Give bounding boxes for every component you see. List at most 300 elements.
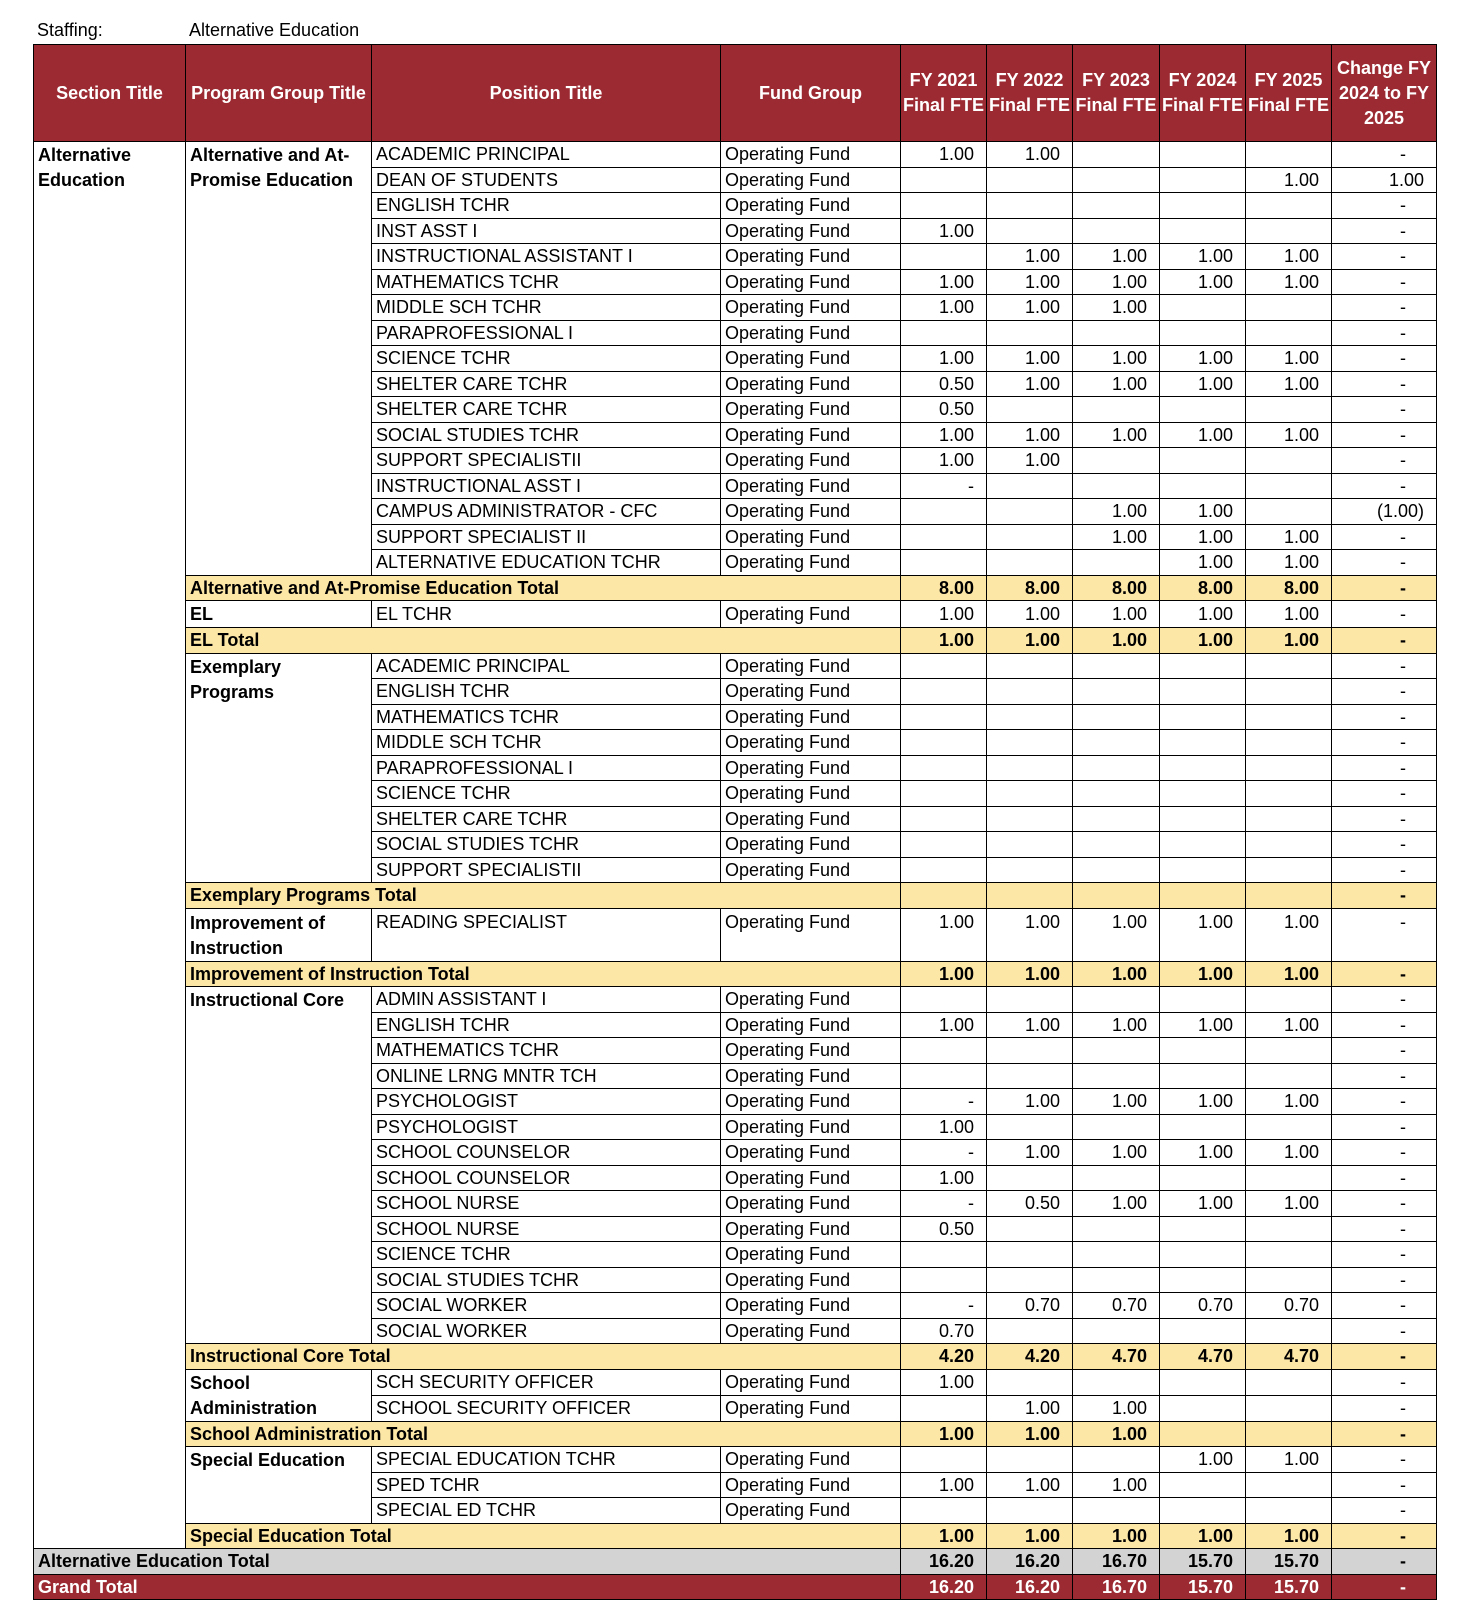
fte-cell: 1.00 [987, 601, 1073, 628]
position-title-cell: MIDDLE SCH TCHR [372, 730, 721, 756]
position-title-cell: SHELTER CARE TCHR [372, 397, 721, 423]
fte-cell: 1.00 [987, 244, 1073, 270]
fte-cell: 8.00 [1246, 575, 1332, 601]
position-title-cell: SPED TCHR [372, 1472, 721, 1498]
fte-cell [901, 806, 987, 832]
position-title-cell: SCHOOL COUNSELOR [372, 1165, 721, 1191]
fte-cell: 1.00 [1160, 1140, 1246, 1166]
fte-cell [987, 397, 1073, 423]
fund-group-cell: Operating Fund [721, 1140, 901, 1166]
header-fy2023: FY 2023 Final FTE [1073, 45, 1160, 142]
fte-cell [1073, 1318, 1160, 1344]
fte-cell: 1.00 [1160, 499, 1246, 525]
table-row [34, 653, 1437, 679]
change-cell: - [1332, 346, 1437, 372]
fte-cell [1160, 320, 1246, 346]
change-cell: - [1332, 244, 1437, 270]
subtotal-row [34, 628, 1437, 654]
fte-cell: 1.00 [901, 1472, 987, 1498]
caption-value: Alternative Education [189, 20, 360, 40]
fte-cell: 1.00 [987, 628, 1073, 654]
fte-cell [987, 1165, 1073, 1191]
position-title-cell: SCIENCE TCHR [372, 781, 721, 807]
fte-cell: 15.70 [1246, 1549, 1332, 1575]
position-title-cell: READING SPECIALIST [372, 908, 721, 961]
fte-cell: - [901, 1293, 987, 1319]
fte-cell [1073, 448, 1160, 474]
fte-cell [1246, 987, 1332, 1013]
fte-cell [1073, 653, 1160, 679]
position-title-cell: SCIENCE TCHR [372, 346, 721, 372]
fte-cell [901, 499, 987, 525]
fund-group-cell: Operating Fund [721, 832, 901, 858]
fte-cell [987, 1369, 1073, 1395]
fte-cell: 1.00 [1073, 524, 1160, 550]
change-cell: - [1332, 575, 1437, 601]
fte-cell [1160, 781, 1246, 807]
fte-cell [1246, 1395, 1332, 1421]
fte-cell: 1.00 [987, 346, 1073, 372]
fte-cell: 1.00 [1246, 1191, 1332, 1217]
fte-cell: 1.00 [1073, 1395, 1160, 1421]
fte-cell [987, 550, 1073, 576]
fte-cell: 1.00 [1073, 601, 1160, 628]
position-title-cell: SUPPORT SPECIALISTII [372, 448, 721, 474]
subtotal-label: Improvement of Instruction Total [186, 961, 901, 987]
change-cell: - [1332, 1369, 1437, 1395]
fund-group-cell: Operating Fund [721, 1293, 901, 1319]
position-title-cell: ENGLISH TCHR [372, 1012, 721, 1038]
fte-cell [1246, 1216, 1332, 1242]
fte-cell: 1.00 [901, 218, 987, 244]
fte-cell [901, 1498, 987, 1524]
fte-cell [1246, 142, 1332, 168]
fte-cell [901, 883, 987, 909]
fund-group-cell: Operating Fund [721, 1038, 901, 1064]
position-title-cell: CAMPUS ADMINISTRATOR - CFC [372, 499, 721, 525]
fte-cell [1160, 755, 1246, 781]
fte-cell [1160, 1242, 1246, 1268]
fte-cell [1160, 1063, 1246, 1089]
fte-cell [1160, 857, 1246, 883]
change-cell: - [1332, 601, 1437, 628]
fund-group-cell: Operating Fund [721, 1447, 901, 1473]
fte-cell: 1.00 [1246, 371, 1332, 397]
fte-cell [1246, 1114, 1332, 1140]
grand-total-row [34, 1574, 1437, 1600]
staffing-table [33, 44, 1437, 1600]
fte-cell [901, 987, 987, 1013]
fte-cell [1073, 550, 1160, 576]
fte-cell: 15.70 [1246, 1574, 1332, 1600]
change-cell: - [1332, 1472, 1437, 1498]
fte-cell [1073, 1267, 1160, 1293]
position-title-cell: ACADEMIC PRINCIPAL [372, 653, 721, 679]
change-cell: - [1332, 269, 1437, 295]
fte-cell [1160, 193, 1246, 219]
fund-group-cell: Operating Fund [721, 346, 901, 372]
position-title-cell: SOCIAL STUDIES TCHR [372, 422, 721, 448]
fte-cell [1160, 448, 1246, 474]
fund-group-cell: Operating Fund [721, 167, 901, 193]
fte-cell [901, 1242, 987, 1268]
fte-cell [1246, 448, 1332, 474]
fte-cell: 0.70 [1073, 1293, 1160, 1319]
header-fy2021: FY 2021 Final FTE [901, 45, 987, 142]
fte-cell: 0.70 [901, 1318, 987, 1344]
fte-cell: 1.00 [1160, 1191, 1246, 1217]
subtotal-label: Alternative and At-Promise Education Total [186, 575, 901, 601]
change-cell: - [1332, 832, 1437, 858]
fund-group-cell: Operating Fund [721, 448, 901, 474]
fund-group-cell: Operating Fund [721, 1267, 901, 1293]
fte-cell: 1.00 [1246, 550, 1332, 576]
fte-cell [1246, 883, 1332, 909]
change-cell: - [1332, 1421, 1437, 1447]
fte-cell: 0.50 [987, 1191, 1073, 1217]
fte-cell [1160, 295, 1246, 321]
fte-cell [901, 857, 987, 883]
fte-cell [1073, 679, 1160, 705]
table-row [34, 142, 1437, 168]
change-cell: - [1332, 1165, 1437, 1191]
header-fy2024: FY 2024 Final FTE [1160, 45, 1246, 142]
fte-cell: 0.70 [1160, 1293, 1246, 1319]
change-cell: - [1332, 1395, 1437, 1421]
position-title-cell: SCHOOL NURSE [372, 1191, 721, 1217]
fte-cell [901, 1063, 987, 1089]
fte-cell: 1.00 [1160, 601, 1246, 628]
table-row [34, 1447, 1437, 1473]
fte-cell: 1.00 [901, 1523, 987, 1549]
fte-cell [987, 704, 1073, 730]
fte-cell [1246, 295, 1332, 321]
fte-cell [1160, 1216, 1246, 1242]
fte-cell: 16.20 [901, 1574, 987, 1600]
fte-cell [1160, 167, 1246, 193]
position-title-cell: SPECIAL EDUCATION TCHR [372, 1447, 721, 1473]
change-cell: - [1332, 1114, 1437, 1140]
position-title-cell: SCH SECURITY OFFICER [372, 1369, 721, 1395]
fte-cell [987, 473, 1073, 499]
fte-cell [1160, 1421, 1246, 1447]
fte-cell: 1.00 [987, 269, 1073, 295]
fte-cell [987, 218, 1073, 244]
fte-cell [901, 781, 987, 807]
fte-cell [1073, 1165, 1160, 1191]
fte-cell: 1.00 [1160, 269, 1246, 295]
fund-group-cell: Operating Fund [721, 269, 901, 295]
fte-cell: 16.20 [987, 1574, 1073, 1600]
fte-cell [1073, 704, 1160, 730]
fte-cell [901, 1395, 987, 1421]
fte-cell [987, 1318, 1073, 1344]
fte-cell: 1.00 [901, 295, 987, 321]
fte-cell: 1.00 [1160, 1523, 1246, 1549]
fte-cell [1160, 142, 1246, 168]
fund-group-cell: Operating Fund [721, 1242, 901, 1268]
fte-cell [901, 524, 987, 550]
fte-cell: 1.00 [901, 1114, 987, 1140]
fund-group-cell: Operating Fund [721, 806, 901, 832]
change-cell: - [1332, 1523, 1437, 1549]
fte-cell [1160, 1472, 1246, 1498]
fte-cell [1073, 1242, 1160, 1268]
subtotal-row [34, 961, 1437, 987]
fund-group-cell: Operating Fund [721, 704, 901, 730]
fte-cell: 1.00 [987, 961, 1073, 987]
change-cell: - [1332, 883, 1437, 909]
program-group-cell: School Administration [186, 1369, 372, 1421]
fte-cell: 4.70 [1160, 1344, 1246, 1370]
fte-cell [987, 730, 1073, 756]
fund-group-cell: Operating Fund [721, 755, 901, 781]
fund-group-cell: Operating Fund [721, 601, 901, 628]
fte-cell [987, 320, 1073, 346]
fund-group-cell: Operating Fund [721, 422, 901, 448]
fte-cell: 1.00 [1160, 908, 1246, 961]
position-title-cell: SOCIAL WORKER [372, 1318, 721, 1344]
fte-cell: 1.00 [1073, 1140, 1160, 1166]
fte-cell [901, 1038, 987, 1064]
fund-group-cell: Operating Fund [721, 524, 901, 550]
fte-cell [1073, 883, 1160, 909]
fte-cell: 0.70 [1246, 1293, 1332, 1319]
fte-cell: 1.00 [987, 1012, 1073, 1038]
fte-cell: - [901, 1089, 987, 1115]
position-title-cell: ENGLISH TCHR [372, 679, 721, 705]
fte-cell [987, 167, 1073, 193]
fund-group-cell: Operating Fund [721, 1498, 901, 1524]
fte-cell: 1.00 [1073, 1523, 1160, 1549]
change-cell: - [1332, 1498, 1437, 1524]
fte-cell [1246, 1242, 1332, 1268]
fte-cell [1073, 1063, 1160, 1089]
fund-group-cell: Operating Fund [721, 244, 901, 270]
fte-cell [901, 832, 987, 858]
change-cell: - [1332, 422, 1437, 448]
change-cell: - [1332, 987, 1437, 1013]
fte-cell [1246, 755, 1332, 781]
fte-cell: 1.00 [1246, 1089, 1332, 1115]
fte-cell [1246, 857, 1332, 883]
fte-cell [1160, 1267, 1246, 1293]
fte-cell: 0.70 [987, 1293, 1073, 1319]
position-title-cell: ONLINE LRNG MNTR TCH [372, 1063, 721, 1089]
table-row [34, 908, 1437, 961]
position-title-cell: SUPPORT SPECIALIST II [372, 524, 721, 550]
fte-cell: 1.00 [987, 1472, 1073, 1498]
change-cell: - [1332, 295, 1437, 321]
fte-cell [1160, 987, 1246, 1013]
position-title-cell: SOCIAL STUDIES TCHR [372, 832, 721, 858]
subtotal-row [34, 1523, 1437, 1549]
change-cell: - [1332, 193, 1437, 219]
fte-cell [987, 755, 1073, 781]
fte-cell [901, 320, 987, 346]
header-program-group-title: Program Group Title [186, 45, 372, 142]
fte-cell: 1.00 [1246, 1012, 1332, 1038]
fund-group-cell: Operating Fund [721, 397, 901, 423]
subtotal-label: EL Total [186, 628, 901, 654]
fte-cell [1160, 397, 1246, 423]
fte-cell: 4.20 [901, 1344, 987, 1370]
fte-cell: 1.00 [987, 1421, 1073, 1447]
fte-cell: 1.00 [1246, 1447, 1332, 1473]
fte-cell [987, 832, 1073, 858]
fte-cell: 1.00 [1160, 1447, 1246, 1473]
fte-cell [901, 550, 987, 576]
change-cell: - [1332, 1216, 1437, 1242]
fund-group-cell: Operating Fund [721, 1216, 901, 1242]
fte-cell [1160, 1498, 1246, 1524]
fte-cell: 16.70 [1073, 1549, 1160, 1575]
fte-cell [987, 1114, 1073, 1140]
fte-cell [1246, 806, 1332, 832]
change-cell: - [1332, 1344, 1437, 1370]
change-cell: - [1332, 218, 1437, 244]
fte-cell [1160, 1369, 1246, 1395]
change-cell: (1.00) [1332, 499, 1437, 525]
fte-cell: 1.00 [901, 346, 987, 372]
fte-cell: 16.70 [1073, 1574, 1160, 1600]
fte-cell: 1.00 [1160, 628, 1246, 654]
program-group-cell: Special Education [186, 1447, 372, 1524]
fte-cell [987, 987, 1073, 1013]
fte-cell [987, 1447, 1073, 1473]
fte-cell: 1.00 [901, 961, 987, 987]
position-title-cell: PSYCHOLOGIST [372, 1089, 721, 1115]
fte-cell [1246, 473, 1332, 499]
fund-group-cell: Operating Fund [721, 1114, 901, 1140]
fte-cell: 1.00 [1073, 1421, 1160, 1447]
section-title-cell: Alternative Education [34, 142, 186, 1549]
header-position-title: Position Title [372, 45, 721, 142]
fund-group-cell: Operating Fund [721, 908, 901, 961]
header-section-title: Section Title [34, 45, 186, 142]
fte-cell: 16.20 [901, 1549, 987, 1575]
fte-cell: 4.20 [987, 1344, 1073, 1370]
change-cell: - [1332, 755, 1437, 781]
fte-cell [1246, 1498, 1332, 1524]
fte-cell [1246, 499, 1332, 525]
fund-group-cell: Operating Fund [721, 1165, 901, 1191]
position-title-cell: DEAN OF STUDENTS [372, 167, 721, 193]
fte-cell: 8.00 [1160, 575, 1246, 601]
fte-cell [1073, 1114, 1160, 1140]
fund-group-cell: Operating Fund [721, 1191, 901, 1217]
fte-cell [901, 704, 987, 730]
fte-cell [1073, 806, 1160, 832]
fte-cell: - [901, 473, 987, 499]
table-row [34, 601, 1437, 628]
fund-group-cell: Operating Fund [721, 987, 901, 1013]
change-cell: - [1332, 371, 1437, 397]
fte-cell: 1.00 [901, 422, 987, 448]
fte-cell: 1.00 [1073, 295, 1160, 321]
fte-cell: 1.00 [901, 1421, 987, 1447]
fte-cell [901, 730, 987, 756]
fte-cell: 1.00 [1160, 550, 1246, 576]
fund-group-cell: Operating Fund [721, 1369, 901, 1395]
fund-group-cell: Operating Fund [721, 653, 901, 679]
change-cell: - [1332, 857, 1437, 883]
position-title-cell: INSTRUCTIONAL ASST I [372, 473, 721, 499]
fte-cell: 1.00 [1160, 1012, 1246, 1038]
fte-cell: 1.00 [1160, 961, 1246, 987]
fte-cell: 1.00 [1246, 1523, 1332, 1549]
fund-group-cell: Operating Fund [721, 857, 901, 883]
fund-group-cell: Operating Fund [721, 550, 901, 576]
change-cell: - [1332, 1063, 1437, 1089]
fte-cell: 1.00 [1246, 628, 1332, 654]
fte-cell [901, 653, 987, 679]
fte-cell [1246, 679, 1332, 705]
fte-cell [1073, 1369, 1160, 1395]
fte-cell: 1.00 [1073, 346, 1160, 372]
position-title-cell: SCHOOL COUNSELOR [372, 1140, 721, 1166]
fte-cell: 1.00 [901, 1165, 987, 1191]
position-title-cell: SHELTER CARE TCHR [372, 371, 721, 397]
fte-cell: 1.00 [1073, 269, 1160, 295]
change-cell: - [1332, 524, 1437, 550]
fte-cell [1073, 142, 1160, 168]
change-cell: - [1332, 1242, 1437, 1268]
change-cell: - [1332, 1012, 1437, 1038]
fte-cell: 8.00 [901, 575, 987, 601]
change-cell: - [1332, 961, 1437, 987]
fte-cell [987, 679, 1073, 705]
fte-cell: 4.70 [1246, 1344, 1332, 1370]
fte-cell [1246, 1063, 1332, 1089]
subtotal-label: School Administration Total [186, 1421, 901, 1447]
change-cell: 1.00 [1332, 167, 1437, 193]
fte-cell: 1.00 [1073, 1191, 1160, 1217]
fte-cell: 1.00 [987, 295, 1073, 321]
position-title-cell: INSTRUCTIONAL ASSISTANT I [372, 244, 721, 270]
fte-cell [1073, 1498, 1160, 1524]
change-cell: - [1332, 1574, 1437, 1600]
position-title-cell: ADMIN ASSISTANT I [372, 987, 721, 1013]
fte-cell [987, 781, 1073, 807]
subtotal-row [34, 1421, 1437, 1447]
subtotal-label: Exemplary Programs Total [186, 883, 901, 909]
fte-cell: 1.00 [1246, 346, 1332, 372]
fte-cell [901, 679, 987, 705]
fte-cell: 1.00 [1073, 908, 1160, 961]
fte-cell: 1.00 [1160, 524, 1246, 550]
fte-cell: 1.00 [1246, 422, 1332, 448]
fte-cell: 1.00 [987, 1140, 1073, 1166]
fte-cell: 1.00 [1246, 524, 1332, 550]
fte-cell: 4.70 [1073, 1344, 1160, 1370]
subtotal-row [34, 1344, 1437, 1370]
change-cell: - [1332, 1140, 1437, 1166]
change-cell: - [1332, 908, 1437, 961]
fte-cell: 1.00 [901, 628, 987, 654]
position-title-cell: SCIENCE TCHR [372, 1242, 721, 1268]
fte-cell [1160, 473, 1246, 499]
fte-cell [1246, 832, 1332, 858]
fte-cell: 1.00 [901, 1369, 987, 1395]
fte-cell: 1.00 [1246, 269, 1332, 295]
position-title-cell: EL TCHR [372, 601, 721, 628]
fte-cell: 0.50 [901, 1216, 987, 1242]
fte-cell [1246, 1421, 1332, 1447]
fte-cell [987, 499, 1073, 525]
fte-cell: 1.00 [901, 269, 987, 295]
header-fund-group: Fund Group [721, 45, 901, 142]
